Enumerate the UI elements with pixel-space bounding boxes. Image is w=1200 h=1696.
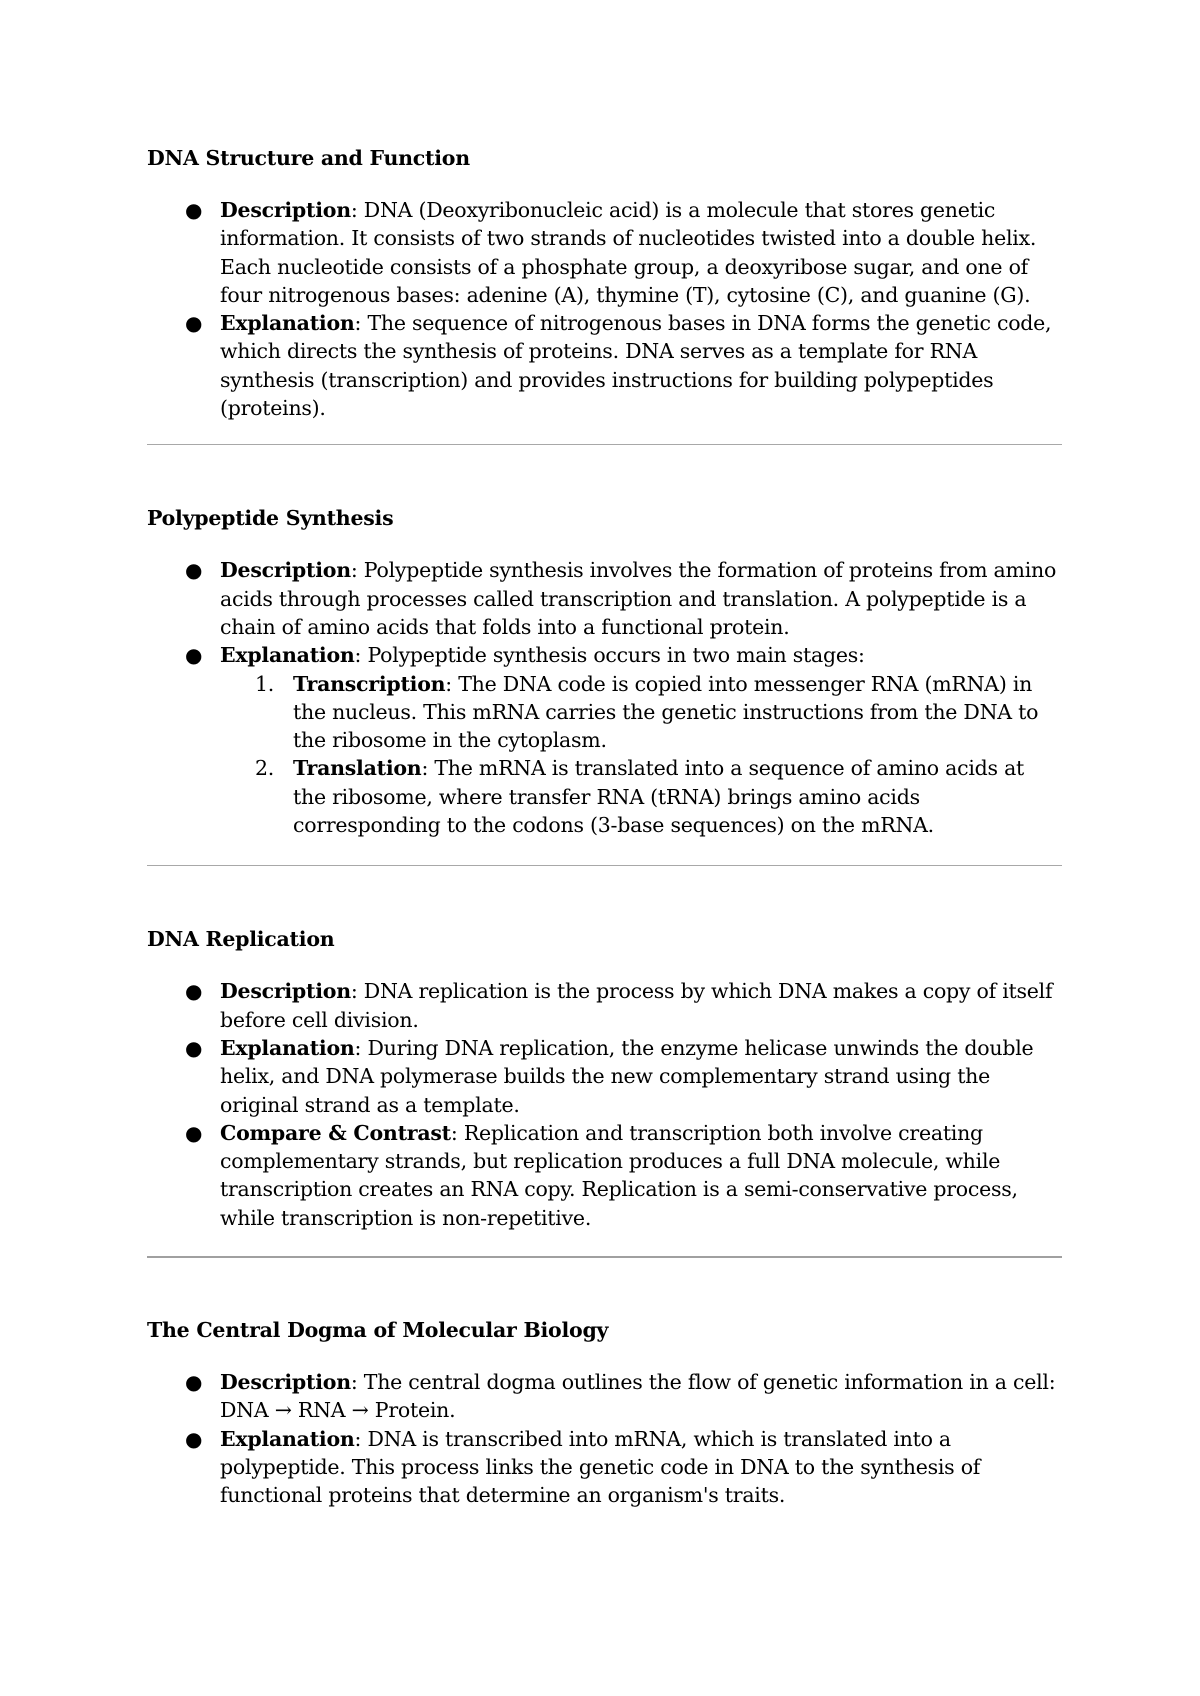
- bullet-list: [147, 977, 1062, 1232]
- step-term: Translation: [293, 756, 422, 781]
- section-title: Polypeptide Synthesis: [147, 506, 394, 531]
- numbered-item: [220, 754, 1062, 839]
- bullet-icon: ●: [185, 311, 203, 336]
- item-text: : Polypeptide synthesis occurs in two main stages:: [354, 643, 865, 668]
- list-item: [147, 309, 1062, 422]
- list-item: [147, 641, 1062, 839]
- list-item: [147, 1034, 1062, 1119]
- step-number: 2.: [255, 756, 275, 781]
- list-item: [147, 1119, 1062, 1232]
- section-dna-structure: [147, 144, 1062, 422]
- step-number: 1.: [255, 671, 275, 696]
- step-term: Transcription: [293, 671, 446, 696]
- bullet-list: [147, 196, 1062, 422]
- item-text: : DNA is transcribed into mRNA, which is translated into a polypeptide. This process links the genetic code in DNA to the synthesis of functional proteins that determine an organism's traits.: [220, 1426, 981, 1508]
- list-item: [147, 977, 1062, 1034]
- list-item: [147, 196, 1062, 309]
- section-title: DNA Structure and Function: [147, 146, 470, 170]
- item-term: Explanation: [220, 1426, 355, 1451]
- numbered-item: [220, 670, 1062, 755]
- bullet-list: [147, 1368, 1062, 1509]
- section-title: The Central Dogma of Molecular Biology: [147, 1318, 609, 1343]
- section-divider: [147, 444, 1062, 445]
- bullet-icon: ●: [185, 1035, 203, 1060]
- section-title: DNA Replication: [147, 927, 335, 952]
- bullet-icon: ●: [185, 198, 203, 222]
- item-term: Description: [220, 979, 351, 1004]
- bullet-icon: ●: [185, 1426, 203, 1451]
- list-item: [147, 556, 1062, 641]
- item-term: Explanation: [220, 643, 355, 668]
- section-divider: [147, 865, 1062, 866]
- item-term: Description: [220, 558, 351, 583]
- item-text: : DNA (Deoxyribonucleic acid) is a molecule that stores genetic information. It consists of two strands of nucleotides twisted into a double helix. Each nucleotide consists of a phosphate group, a deoxyribose sugar, and one of four nitrogenous bases: adenine (A), thymine (T), cytosine (C), and guanine (G).: [220, 198, 1037, 307]
- item-term: Description: [220, 198, 351, 222]
- item-text: : Replication and transcription both involve creating complementary strands, but replication produces a full DNA molecule, while transcription creates an RNA copy. Replication is a semi-conservative process, while transcription is non-repetitive.: [220, 1120, 1018, 1230]
- list-item: [147, 1368, 1062, 1425]
- item-term: Description: [220, 1370, 351, 1395]
- bullet-icon: ●: [185, 643, 203, 668]
- bullet-icon: ●: [185, 558, 203, 583]
- item-term: Explanation: [220, 311, 355, 336]
- item-term: Compare & Contrast: [220, 1120, 451, 1145]
- document-body: [147, 144, 1062, 1510]
- item-text: : The central dogma outlines the flow of genetic information in a cell: DNA → RNA → Protein.: [220, 1370, 1056, 1423]
- item-text: : The sequence of nitrogenous bases in DNA forms the genetic code, which directs the synthesis of proteins. DNA serves as a template for RNA synthesis (transcription) and provides instructions for building polypeptides (proteins).: [220, 311, 1052, 421]
- numbered-list: [220, 670, 1062, 840]
- bullet-icon: ●: [185, 1120, 203, 1145]
- bullet-icon: ●: [185, 979, 203, 1004]
- list-item: [147, 1425, 1062, 1510]
- item-text: : Polypeptide synthesis involves the formation of proteins from amino acids through processes called transcription and translation. A polypeptide is a chain of amino acids that folds into a functional protein.: [220, 558, 1057, 639]
- section-polypeptide-synthesis: [147, 504, 1062, 839]
- bullet-list: [147, 556, 1062, 839]
- step-text: : The mRNA is translated into a sequence of amino acids at the ribosome, where transfer RNA (tRNA) brings amino acids corresponding to the codons (3-base sequences) on the mRNA.: [293, 756, 1025, 838]
- item-text: : During DNA replication, the enzyme helicase unwinds the double helix, and DNA polymerase builds the new complementary strand using the original strand as a template.: [220, 1035, 1034, 1117]
- section-central-dogma: [147, 1316, 1062, 1509]
- step-text: : The DNA code is copied into messenger RNA (mRNA) in the nucleus. This mRNA carries the genetic instructions from the DNA to the ribosome in the cytoplasm.: [293, 671, 1039, 753]
- item-term: Explanation: [220, 1035, 355, 1060]
- section-dna-replication: [147, 925, 1062, 1232]
- section-divider: [147, 1256, 1062, 1258]
- item-text: : DNA replication is the process by which DNA makes a copy of itself before cell division.: [220, 979, 1053, 1032]
- bullet-icon: ●: [185, 1370, 203, 1395]
